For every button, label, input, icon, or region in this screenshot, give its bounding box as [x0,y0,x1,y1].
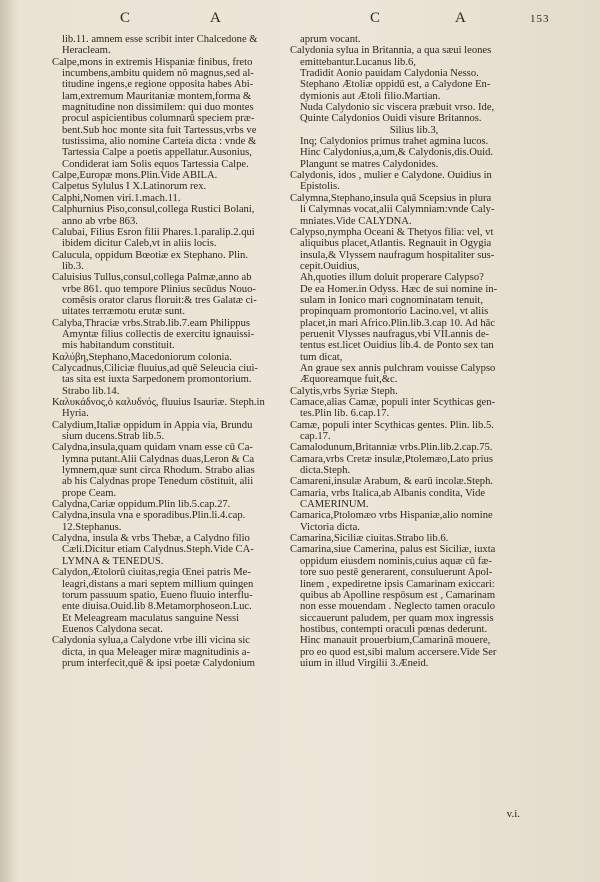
text-line: ibidem dicitur Caleb,vt in aliis locis. [62,238,217,250]
signature-mark: v.i. [506,808,520,820]
text-line: dymionis aut Ætoli filio.Martian. [300,90,441,102]
header-left-letter-a: A [210,10,222,26]
text-line: li Calymnas vocat,alii Calymniam:vnde Caly- [300,204,495,216]
text-line: Hyria. [62,408,89,420]
verse-line: Quinte Calydonios Ouidi visure Britannos. [300,113,482,125]
entry-line: Camarica,Ptolomæo vrbs Hispaniæ,alio nomine [290,510,493,522]
header-right-letter-a: A [455,10,467,26]
header-left-letter-c: C [120,10,132,26]
text-line: placet,in mari Africo.Plin.lib.3.cap 10. Ad hāc [300,317,496,329]
text-line: prum interfecit,quē & ipsi poetæ Calydonium [62,657,256,669]
entry-line: Calydna, insula & vrbs Thebæ, a Calydno filio [52,533,250,545]
entry-line: Calydonia sylua in Britannia, a qua sæui leones [290,45,492,57]
text-line: sulam in Ionico mari cognominatam tenuit, [300,294,483,306]
text-line: peruenit Vlysses naufragus,vbi VII.annis de- [300,328,490,340]
entry-line: Calucula, oppidum Bœotiæ ex Stephano. Plin. [52,249,248,261]
text-line: sium ducens.Strab lib.5. [62,431,165,443]
text-line: prope Ceam. [62,487,117,499]
entry-line: Calydonis, idos , mulier e Calydone. Ouidius in [290,170,492,182]
entry-line: Calytis,vrbs Syriæ Steph. [290,385,398,397]
text-line: ab his Calydnas prope Tenedum cōstituit, alii [62,476,254,488]
entry-line: Camæ, populi inter Scythicas gentes. Plin. lib.5. [290,419,494,431]
entry-line: Calpe,mons in extremis Hispaniæ finibus, freto [52,56,253,68]
verse-line: Euenos Calydona secat. [62,623,163,635]
text-line: oppidum eiusdem nominis,cuius aquæ cū fæ- [300,555,492,567]
page-number: 153 [530,13,550,25]
text-line: bent.Sub hoc monte sita fuit Tartessus,vrbs ve [62,124,257,136]
text-line: tustissima, alio nomine Carteia dicta : vnde & [62,136,257,148]
entry-line: Camaria, vrbs Italica,ab Albanis condita, Vide [290,487,486,499]
text-line: insula,& Vlyssem naufragum hospitaliter sus- [300,249,495,261]
entry-line: Camareni,insulæ Arabum, & earū incolæ.Steph. [290,476,494,488]
entry-line: Calphi,Nomen viri.1.mach.11. [52,192,181,204]
text-line: Amyntæ filius collectis de exercitu ignauissi- [62,328,255,340]
verse-line: Condiderat iam Solis equos Tartessia Calpe. [62,158,249,170]
text-line: aliquibus placet,Atlantis. Regnauit in Ogygia [300,238,492,250]
greek-entry-line: Καλύβη,Stephano,Macedoniorum colonia. [52,351,232,363]
text-line: tas sita est iuxta Sarpedonem promontorium. [62,374,252,386]
entry-line: Caluisius Tullus,consul,collega Palmæ,anno ab [52,272,252,284]
entry-line: Calydium,Italiæ oppidum in Appia via, Brundu [52,419,253,431]
text-line: lib.3. [62,260,84,272]
running-header [0,10,600,32]
text-line: leagri,distans a mari septem millium quingen [62,578,254,590]
text-line: tentus est.licet Ouidius lib.4. de Ponto sex tan [300,340,494,352]
text-line: torum passuum spatio, Eueno fluuio interflu- [62,589,253,601]
entry-line: Calydonia sylua,a Calydone vrbe illi vicina sic [52,635,250,647]
verse-line: Plangunt se matres Calydonides. [300,158,439,170]
verse-line: An graue sex annis pulchram vouisse Calypso [300,362,496,374]
text-line: mniates.Vide CALYDNA. [300,215,412,227]
entry-line: Calphurnius Piso,consul,collega Rustici Bolani, [52,204,255,216]
right-column [290,34,538,669]
text-line: hostibus, contempti oraculi pœnas dederunt. [300,623,488,635]
text-line: 12.Stephanus. [62,521,122,533]
entry-line: Calycadnus,Ciliciæ fluuius,ad quē Seleucia ciui- [52,362,258,374]
text-line: cepit.Ouidius, [300,260,360,272]
text-line: uitates terræmotu erutæ sunt. [62,306,185,318]
text-line: procul aspicientibus columnarū speciem præ- [62,113,255,125]
text-line: dicta, in qua Meleager miræ magnitudinis a- [62,646,250,658]
entry-line: Calymna,Stephano,insula quā Scepsius in plura [290,192,492,204]
entry-line: Calyba,Thraciæ vrbs.Strab.lib.7.eam Philippus [52,317,251,329]
text-line: dicta.Steph. [300,465,351,477]
text-line: ente diuisa.Ouid.lib 8.Metamorphoseon.Luc. [62,601,252,613]
entry-line: Camarina,siue Camerina, palus est Siciliæ, iuxta [290,544,496,556]
text-line: De ea Homer.in Odyss. Hæc de sui nomine in- [300,283,498,295]
text-line: Epistolis. [300,181,340,193]
text-line: propinquam promontorio Lacino.vel, vt aliis [300,306,489,318]
text-line: Strabo lib.14. [62,385,120,397]
left-column [52,34,284,669]
text-line: cap.17. [300,431,331,443]
verse-line: Et Meleagream maculatus sanguine Nessi [62,612,240,624]
entry-line: Calubai, Filius Esron filii Phares.1.paralip.2.qui [52,226,255,238]
verse-line: Nuda Calydonio sic viscera præbuit vrso. Ide, [300,102,495,114]
text-line: lymna putant.Alii Calydnas duas,Leron & Ca [62,453,255,465]
verse-line: Tradidit Aonio pauidam Calydonia Nesso. [300,68,479,80]
entry-line: Camarina,Siciliæ ciuitas.Strabo lib.6. [290,533,449,545]
entry-line: Calydna,insula vna e sporadibus.Plin.li.4.cap. [52,510,246,522]
text-line: anno ab vrbe 863. [62,215,138,227]
text-line: LYMNA & TENEDUS. [62,555,164,567]
text-line: uium in illud Virgilii 3.Æneid. [300,657,429,669]
text-line: emittebantur.Lucanus lib.6, [300,56,416,68]
text-line: incumbens,ambitu quidem nõ magnus,sed al- [62,68,254,80]
text-line: Stephano Ætoliæ oppidū est, a Calydone En- [300,79,491,91]
text-line: titudine ingens,e regione opposita habes Abi- [62,79,254,91]
text-line: CAMERINUM. [300,499,369,511]
text-line: linem , expediretne ipsis Camarinam exiccari: [300,578,495,590]
entry-line: Calydon,Ætolorū ciuitas,regia Œnei patris Me- [52,567,251,579]
verse-line: Æquoreamque fuit,&c. [300,374,398,386]
text-line: non esse mouendam . Neglecto tamen oraculo [300,601,496,613]
entry-line: Calydna,Cariæ oppidum.Plin lib.5.cap.27. [52,499,231,511]
text-line: lib.11. amnem esse scribit inter Chalcedone & [62,34,258,45]
text-line: lymnem,quæ sunt circa Rhodum. Strabo alias [62,465,255,477]
text-line: mis habitandum constituit. [62,340,175,352]
text-line: tum dicat, [300,351,343,363]
entry-line: Calpetus Sylulus I X.Latinorum rex. [52,181,207,193]
text-line: Tartessia Calpe a poetis appellatur.Ausonius, [62,147,252,159]
entry-line: Camalodunum,Britanniæ vrbs.Plin.lib.2.cap.75. [290,442,493,454]
verse-line: Inq; Calydonios primus trahet agmina lucos. [300,136,489,148]
text-line: Hinc Calydonius,a,um,& Calydonis,dis.Ouid. [300,147,494,159]
text-line: quibus ab Apolline respōsum est , Camarinam [300,589,496,601]
header-right-letter-c: C [370,10,382,26]
greek-entry-line: Καλυκάδνος,ὁ καλυδνός, fluuius Isauriæ. Steph.in [52,397,265,408]
text-line: tore suo pestē generarent, consuluerunt Apol- [300,567,493,579]
entry-line: Camara,vrbs Cretæ insulæ,Ptolemæo,Lato prius [290,453,494,465]
text-line: pro eo quod est,sibi malum accersere.Vide Ser [300,646,497,658]
text-line: aprum vocant. [300,34,361,45]
entry-line: Calypso,nympha Oceani & Thetyos filia: vel, vt [290,226,494,238]
verse-line: Ah,quoties illum doluit properare Calypso? [300,272,484,284]
text-line: Silius lib.3, [389,124,439,136]
entry-line: Camace,alias Camæ, populi inter Scythicas gen- [290,397,496,408]
text-line: Heracleam. [62,45,111,57]
text-line: Cæli.Dicitur etiam Calydnus.Steph.Vide CA- [62,544,254,556]
text-line: tes.Plin lib. 6.cap.17. [300,408,390,420]
text-line: Victoria dicta. [300,521,360,533]
text-line: magnitudine non dissimilem: qui duo montes [62,102,254,114]
text-line: comēsis orator clarus floruit:& tres Galatæ ci- [62,294,257,306]
text-line: lam,extremum Mauritaniæ montem,forma & [62,90,252,102]
text-line: vrbe 861. quo tempore Plinius secūdus Nouo- [62,283,256,295]
text-line: Hinc manauit prouerbium,Camarinā mouere, [300,635,491,647]
text-line: siccauerunt paludem, per quam mox ingressis [300,612,494,624]
entry-line: Calpe,Europæ mons.Plin.Vide ABILA. [52,170,218,182]
entry-line: Calydna,insula,quam quidam vnam esse cū Ca- [52,442,253,454]
